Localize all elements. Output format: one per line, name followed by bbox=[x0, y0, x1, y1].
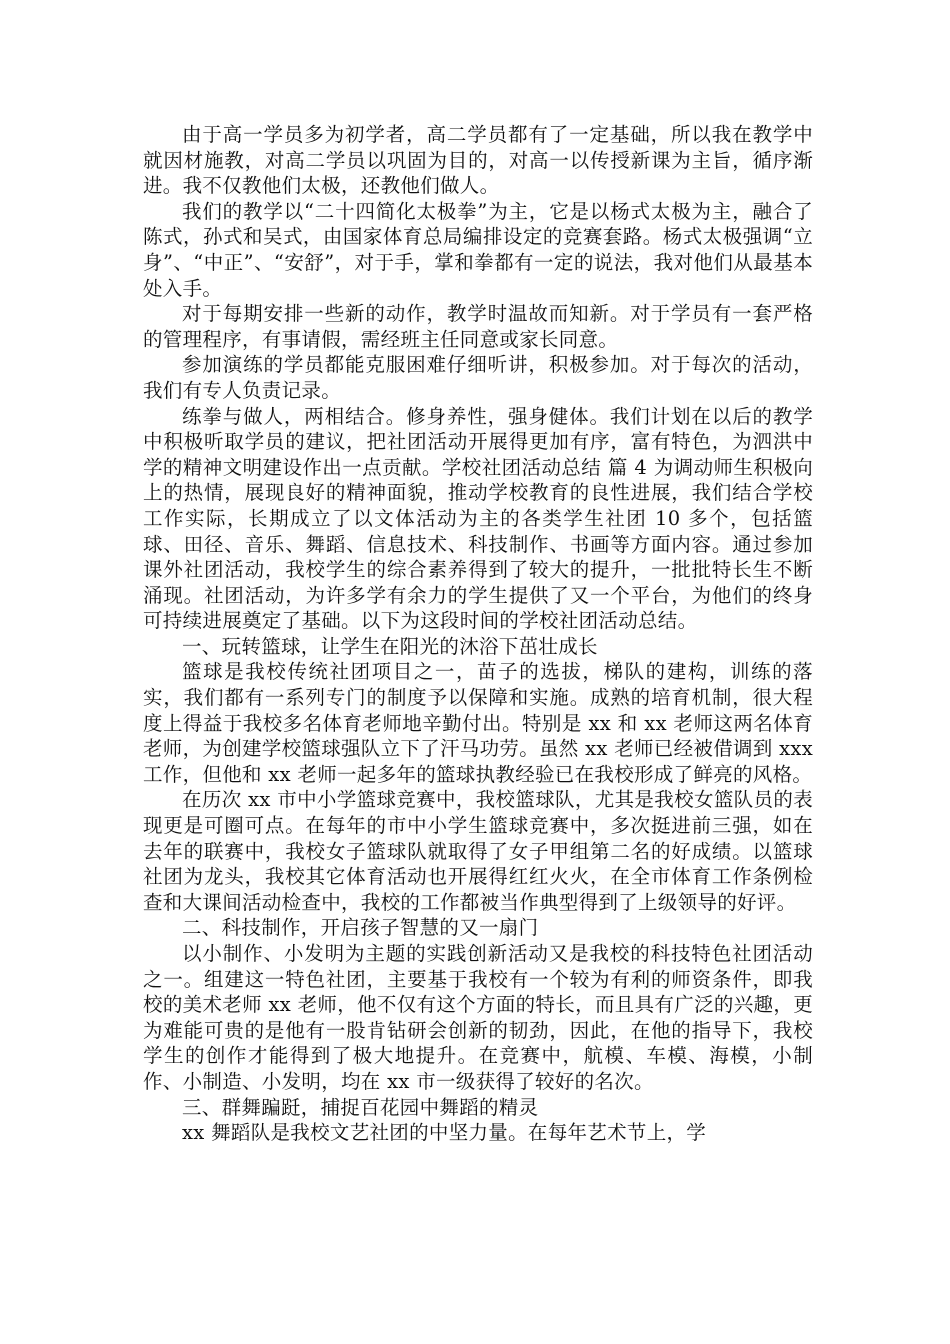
paragraph: 以小制作、小发明为主题的实践创新活动又是我校的科技特色社团活动之一。组建这一特色社团，主要基于我校有一个较为有利的师资条件，即我校的美术老师 xx 老师，他不仅有这个方面的特长，而且具有广泛的兴趣，更为难能可贵的是他有一股肯钻研会创新的韧劲，因此，在他的指导下，我校学生的创作才能得到了极大地提升。在竞赛中，航模、车模、海模，小制作、小制造、小发明，均在 xx 市一级获得了较好的名次。 bbox=[143, 942, 813, 1093]
paragraph: xx 舞蹈队是我校文艺社团的中坚力量。在每年艺术节上，学 bbox=[182, 1121, 707, 1145]
paragraph: 在历次 xx 市中小学篮球竞赛中，我校篮球队，尤其是我校女篮队员的表现更是可圈可点。在每年的市中小学生篮球竞赛中，多次挺进前三强，如在去年的联赛中，我校女子篮球队就取得了女子甲组第二名的好成绩。以篮球社团为龙头，我校其它体育活动也开展得红红火火，在全市体育工作条例检查和大课间活动检查中，我校的工作都被当作典型得到了上级领导的好评。 bbox=[143, 788, 813, 914]
paragraph: 由于高一学员多为初学者，高二学员都有了一定基础，所以我在教学中就因材施教，对高二学员以巩固为目的，对高一以传授新课为主旨，循序渐进。我不仅教他们太极，还教他们做人。 bbox=[143, 123, 813, 198]
paragraph: 对于每期安排一些新的动作，教学时温故而知新。对于学员有一套严格的管理程序，有事请假，需经班主任同意或家长同意。 bbox=[143, 302, 813, 351]
paragraph: 篮球是我校传统社团项目之一，苗子的选拔，梯队的建构，训练的落实，我们都有一系列专门的制度予以保障和实施。成熟的培育机制，很大程度上得益于我校多名体育老师地辛勤付出。特别是 xx 和 xx 老师这两名体育老师，为创建学校篮球强队立下了汗马功劳。虽然 xx 老师已经被借调到 xxx 工作，但他和 xx 老师一起多年的篮球执教经验已在我校形成了鲜亮的风格。 bbox=[143, 660, 813, 786]
document-body bbox=[143, 122, 813, 1146]
paragraph: 参加演练的学员都能克服困难仔细听讲，积极参加。对于每次的活动，我们有专人负责记录。 bbox=[143, 353, 813, 402]
paragraph: 练拳与做人，两相结合。修身养性，强身健体。我们计划在以后的教学中积极听取学员的建议，把社团活动开展得更加有序，富有特色，为泗洪中学的精神文明建设作出一点贡献。学校社团活动总结 篇 4 为调动师生积极向上的热情，展现良好的精神面貌，推动学校教育的良性进展，我们结合学校工作实际，长期成立了以文体活动为主的各类学生社团 10 多个，包括篮球、田径、音乐、舞蹈、信息技术、科技制作、书画等方面内容。通过参加课外社团活动，我校学生的综合素养得到了较大的提升，一批批特长生不断涌现。社团活动，为许多学有余力的学生提供了又一个平台，为他们的终身可持续进展奠定了基础。以下为这段时间的学校社团活动总结。 bbox=[143, 404, 813, 633]
paragraph: 我们的教学以“二十四简化太极拳”为主，它是以杨式太极为主，融合了陈式，孙式和吴式，由国家体育总局编排设定的竞赛套路。杨式太极强调“立身”、“中正”、“安舒”，对于手，掌和拳都有一定的说法，我对他们从最基本处入手。 bbox=[143, 199, 813, 300]
section-heading: 三、群舞蹁跹，捕捉百花园中舞蹈的精灵 bbox=[182, 1095, 539, 1119]
section-heading: 一、玩转篮球，让学生在阳光的沐浴下茁壮成长 bbox=[182, 634, 598, 658]
section-heading: 二、科技制作，开启孩子智慧的又一扇门 bbox=[182, 916, 539, 940]
